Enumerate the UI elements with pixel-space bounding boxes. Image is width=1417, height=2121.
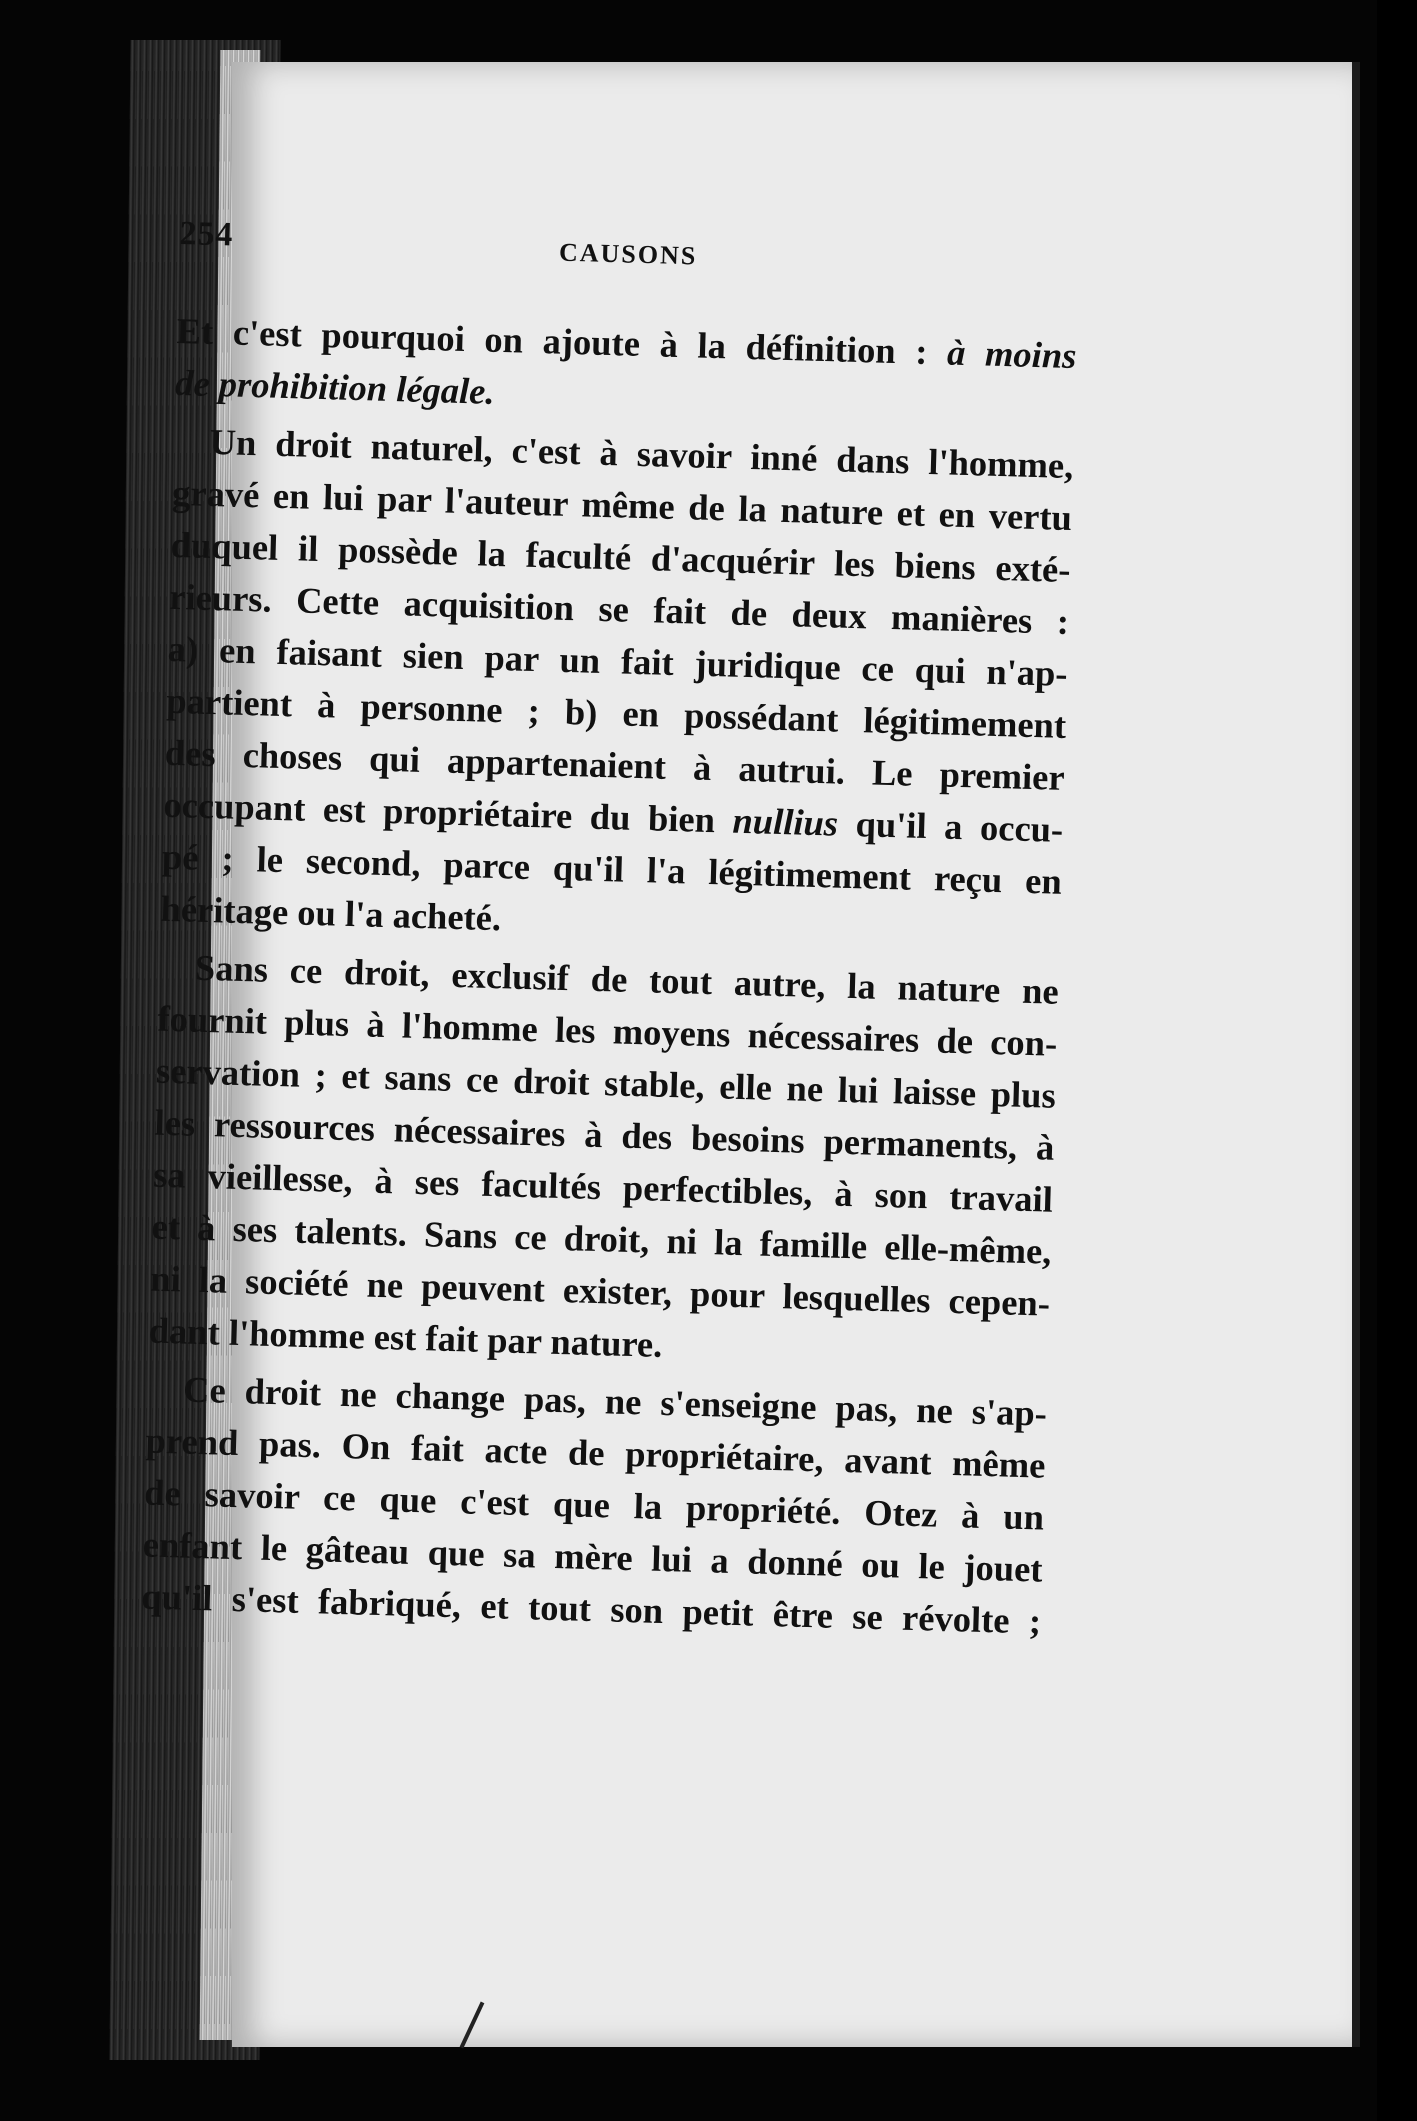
page-number: 254: [178, 215, 234, 254]
text-line: qu'il s'est fabriqué, et tout son petit être se révolte ;: [140, 1575, 1042, 1642]
paragraph-3: [148, 941, 1059, 1382]
italic-phrase: à moins: [946, 331, 1077, 377]
text-line: sa vieillesse, à ses facultés perfectibles, à son travail: [152, 1153, 1054, 1220]
text-line: servation ; et sans ce droit stable, elle ne lui laisse plus: [155, 1049, 1057, 1116]
text-line: rieurs. Cette acquisition se fait de deux manières :: [168, 575, 1070, 642]
text-line: ni la société ne peuvent exister, pour lesquelles cepen-: [149, 1257, 1051, 1324]
text-line: et à ses talents. Sans ce droit, ni la famille elle-même,: [151, 1205, 1052, 1272]
italic-phrase: de prohibition légale.: [174, 361, 496, 412]
running-title: CAUSONS: [558, 237, 698, 271]
text-line: occupant est propriétaire du bien nullius qu'il a occu-: [162, 783, 1064, 850]
text-line: Un droit naturel, c'est à savoir inné dans l'homme,: [209, 420, 1074, 487]
text-line: des choses qui appartenaient à autrui. Le premier: [164, 731, 1066, 798]
text-line: gravé en lui par l'auteur même de la nature et en vertu: [171, 471, 1073, 539]
text-line: dant l'homme est fait par nature.: [148, 1309, 663, 1365]
text-line: les ressources nécessaires à des besoins permanents, à: [154, 1101, 1055, 1168]
paragraph-4: [141, 1363, 1048, 1648]
text-line: Ce droit ne change pas, ne s'enseigne pas, ne s'ap-: [182, 1368, 1048, 1434]
text-line: a) en faisant sien par un fait juridique ce qui n'ap-: [167, 627, 1069, 694]
scan-border: [1377, 0, 1417, 2121]
text-line: Sans ce droit, exclusif de tout autre, la nature ne: [194, 946, 1060, 1012]
paragraph-2: [160, 415, 1074, 960]
text-line: fournit plus à l'homme les moyens nécessaires de con-: [156, 997, 1058, 1064]
page-content: [141, 215, 1080, 1654]
paragraph-1: [175, 305, 1078, 434]
text-line: duquel il possède la faculté d'acquérir les biens exté-: [170, 523, 1072, 590]
text-line: Et c'est pourquoi on ajoute à la définition : à moins: [176, 309, 1077, 377]
italic-word: nullius: [732, 799, 839, 844]
text-line: partient à personne ; b) en possédant légitimement: [165, 679, 1067, 746]
text-line: prend pas. On fait acte de propriétaire, avant même: [145, 1419, 1047, 1486]
text-line: enfant le gâteau que sa mère lui a donné ou le jouet: [142, 1523, 1044, 1590]
text-line: pé ; le second, parce qu'il l'a légitimement reçu en: [161, 835, 1063, 902]
text-line: héritage ou l'a acheté.: [160, 887, 502, 939]
text-line: de savoir ce que c'est que la propriété. Otez à un: [143, 1471, 1045, 1538]
